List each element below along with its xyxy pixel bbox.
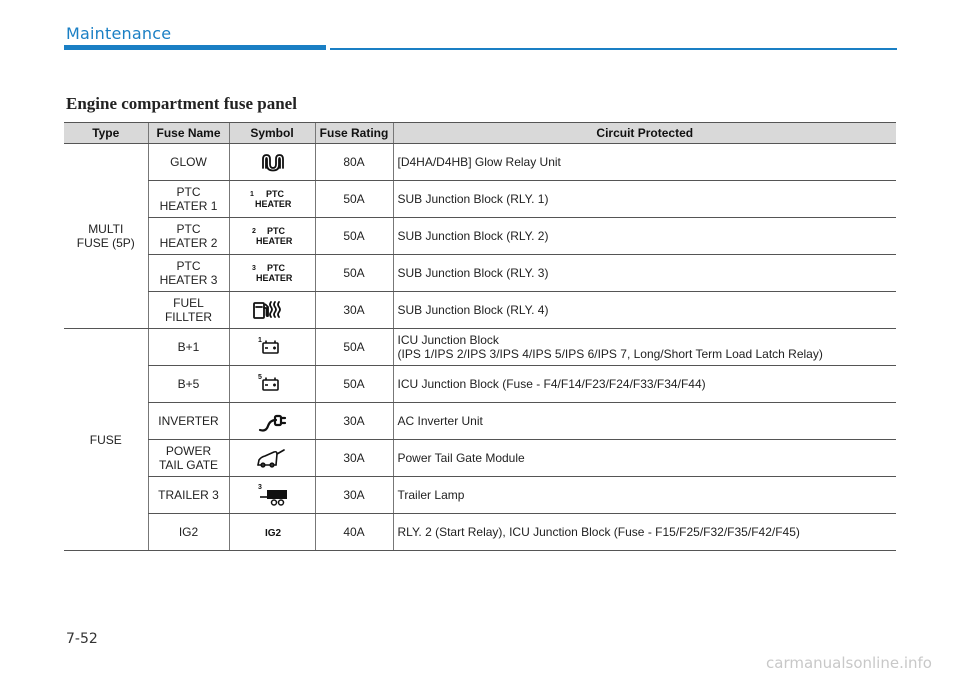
header-rule-thin	[330, 48, 897, 50]
table-row	[64, 514, 896, 551]
symbol-text: IG2	[264, 528, 281, 539]
circuit-protected	[393, 255, 896, 292]
fuse-name: B+5	[177, 377, 200, 391]
column-header-symbol: Symbol	[229, 123, 315, 144]
fuse-rating: 50A	[315, 218, 393, 255]
circuit-line: SUB Junction Block (RLY. 1)	[397, 192, 549, 206]
type-cell-multi-fuse	[64, 144, 148, 329]
type-cell-fuse	[64, 329, 148, 551]
fuse-name-cell	[148, 144, 229, 181]
fuse-name-cell	[148, 477, 229, 514]
type-label: MULTI	[88, 222, 124, 236]
ptc-heater-icon	[230, 258, 316, 288]
symbol-index: 2	[251, 228, 256, 235]
type-label: FUSE (5P)	[76, 236, 135, 250]
fuse-name-cell	[148, 255, 229, 292]
column-header-type: Type	[64, 123, 148, 144]
page-title: Engine compartment fuse panel	[66, 94, 297, 113]
fuse-name-cell	[148, 181, 229, 218]
fuse-rating: 40A	[315, 514, 393, 551]
fuse-name: HEATER 2	[159, 236, 218, 250]
symbol-text: HEATER	[255, 273, 292, 283]
column-header-fuse-rating: Fuse Rating	[315, 123, 393, 144]
battery-icon	[230, 369, 316, 399]
symbol-index: 1	[249, 191, 254, 198]
symbol-cell	[229, 366, 315, 403]
fuse-name: GLOW	[170, 155, 207, 169]
symbol-text: HEATER	[254, 199, 291, 209]
fuse-rating: 50A	[315, 366, 393, 403]
circuit-line: Trailer Lamp	[397, 488, 465, 502]
fuse-name-cell	[148, 218, 229, 255]
type-label: FUSE	[89, 432, 122, 447]
fuse-rating: 80A	[315, 144, 393, 181]
fuse-rating: 30A	[315, 440, 393, 477]
circuit-protected	[393, 292, 896, 329]
symbol-cell	[229, 181, 315, 218]
ptc-heater-icon	[230, 184, 316, 214]
symbol-text: PTC	[266, 263, 285, 273]
circuit-protected	[393, 514, 896, 551]
table-row	[64, 181, 896, 218]
column-header-circuit-protected: Circuit Protected	[393, 123, 896, 144]
circuit-protected	[393, 329, 896, 366]
circuit-protected	[393, 218, 896, 255]
page-number: 7-52	[66, 631, 98, 647]
fuse-name: HEATER 3	[159, 273, 218, 287]
fuse-rating: 30A	[315, 292, 393, 329]
fuse-name: PTC	[176, 259, 201, 273]
table-row	[64, 218, 896, 255]
ig2-text-icon	[230, 517, 316, 547]
trailer-icon	[230, 480, 316, 510]
circuit-line: ICU Junction Block (Fuse - F4/F14/F23/F24/F33/F34/F44)	[397, 377, 706, 391]
fuse-name-cell	[148, 403, 229, 440]
power-tailgate-icon	[230, 443, 316, 473]
circuit-protected	[393, 440, 896, 477]
symbol-text: PTC	[266, 226, 285, 236]
column-header-fuse-name: Fuse Name	[148, 123, 229, 144]
symbol-index: 5	[257, 374, 262, 381]
symbol-index: 3	[257, 484, 262, 491]
circuit-line: RLY. 2 (Start Relay), ICU Junction Block (Fuse - F15/F25/F32/F35/F42/F45)	[397, 525, 800, 539]
fuse-table	[64, 122, 896, 551]
table-row	[64, 292, 896, 329]
fuse-name-cell	[148, 440, 229, 477]
circuit-protected	[393, 477, 896, 514]
fuel-filter-heater-icon	[230, 295, 316, 325]
symbol-cell	[229, 255, 315, 292]
fuse-name: FUEL	[173, 296, 204, 310]
fuse-name: FILLTER	[164, 310, 213, 324]
table-row	[64, 477, 896, 514]
circuit-line: ICU Junction Block	[397, 333, 499, 347]
table-row	[64, 255, 896, 292]
fuse-name: TRAILER 3	[158, 488, 219, 502]
inverter-plug-icon	[230, 406, 316, 436]
fuse-rating: 30A	[315, 403, 393, 440]
fuse-rating: 50A	[315, 181, 393, 218]
symbol-text: HEATER	[255, 236, 292, 246]
circuit-line: AC Inverter Unit	[397, 414, 483, 428]
table-header-row	[64, 123, 896, 144]
fuse-rating: 30A	[315, 477, 393, 514]
fuse-name-cell	[148, 366, 229, 403]
section-title: Maintenance	[66, 24, 172, 43]
circuit-protected	[393, 403, 896, 440]
glow-plug-icon	[230, 147, 316, 177]
battery-icon	[230, 332, 316, 362]
table-row	[64, 403, 896, 440]
circuit-protected	[393, 181, 896, 218]
symbol-cell	[229, 329, 315, 366]
fuse-name: PTC	[176, 222, 201, 236]
circuit-line: SUB Junction Block (RLY. 3)	[397, 266, 549, 280]
table-row	[64, 440, 896, 477]
symbol-cell	[229, 218, 315, 255]
fuse-name-cell	[148, 514, 229, 551]
ptc-heater-icon	[230, 221, 316, 251]
fuse-rating: 50A	[315, 255, 393, 292]
fuse-name-cell	[148, 292, 229, 329]
symbol-cell	[229, 514, 315, 551]
fuse-name: HEATER 1	[159, 199, 218, 213]
fuse-name: INVERTER	[158, 414, 219, 428]
symbol-cell	[229, 144, 315, 181]
fuse-name: POWER	[165, 444, 212, 458]
circuit-line: [D4HA/D4HB] Glow Relay Unit	[397, 155, 561, 169]
circuit-line: Power Tail Gate Module	[397, 451, 525, 465]
symbol-text: PTC	[265, 189, 284, 199]
fuse-name-cell	[148, 329, 229, 366]
fuse-name: PTC	[176, 185, 201, 199]
symbol-index: 1	[257, 337, 262, 344]
symbol-cell	[229, 403, 315, 440]
symbol-index: 3	[251, 265, 256, 272]
circuit-protected	[393, 144, 896, 181]
table-row	[64, 329, 896, 366]
symbol-cell	[229, 440, 315, 477]
fuse-name: B+1	[177, 340, 200, 354]
circuit-line: SUB Junction Block (RLY. 4)	[397, 303, 549, 317]
fuse-name: TAIL GATE	[158, 458, 219, 472]
circuit-line: (IPS 1/IPS 2/IPS 3/IPS 4/IPS 5/IPS 6/IPS 7, Long/Short Term Load Latch Relay)	[397, 347, 823, 361]
header-rule-thick	[64, 45, 326, 50]
circuit-protected	[393, 366, 896, 403]
fuse-rating: 50A	[315, 329, 393, 366]
watermark-text: carmanualsonline.info	[766, 654, 932, 672]
circuit-line: SUB Junction Block (RLY. 2)	[397, 229, 549, 243]
symbol-cell	[229, 477, 315, 514]
table-row	[64, 144, 896, 181]
fuse-name: IG2	[178, 525, 199, 539]
table-row	[64, 366, 896, 403]
symbol-cell	[229, 292, 315, 329]
